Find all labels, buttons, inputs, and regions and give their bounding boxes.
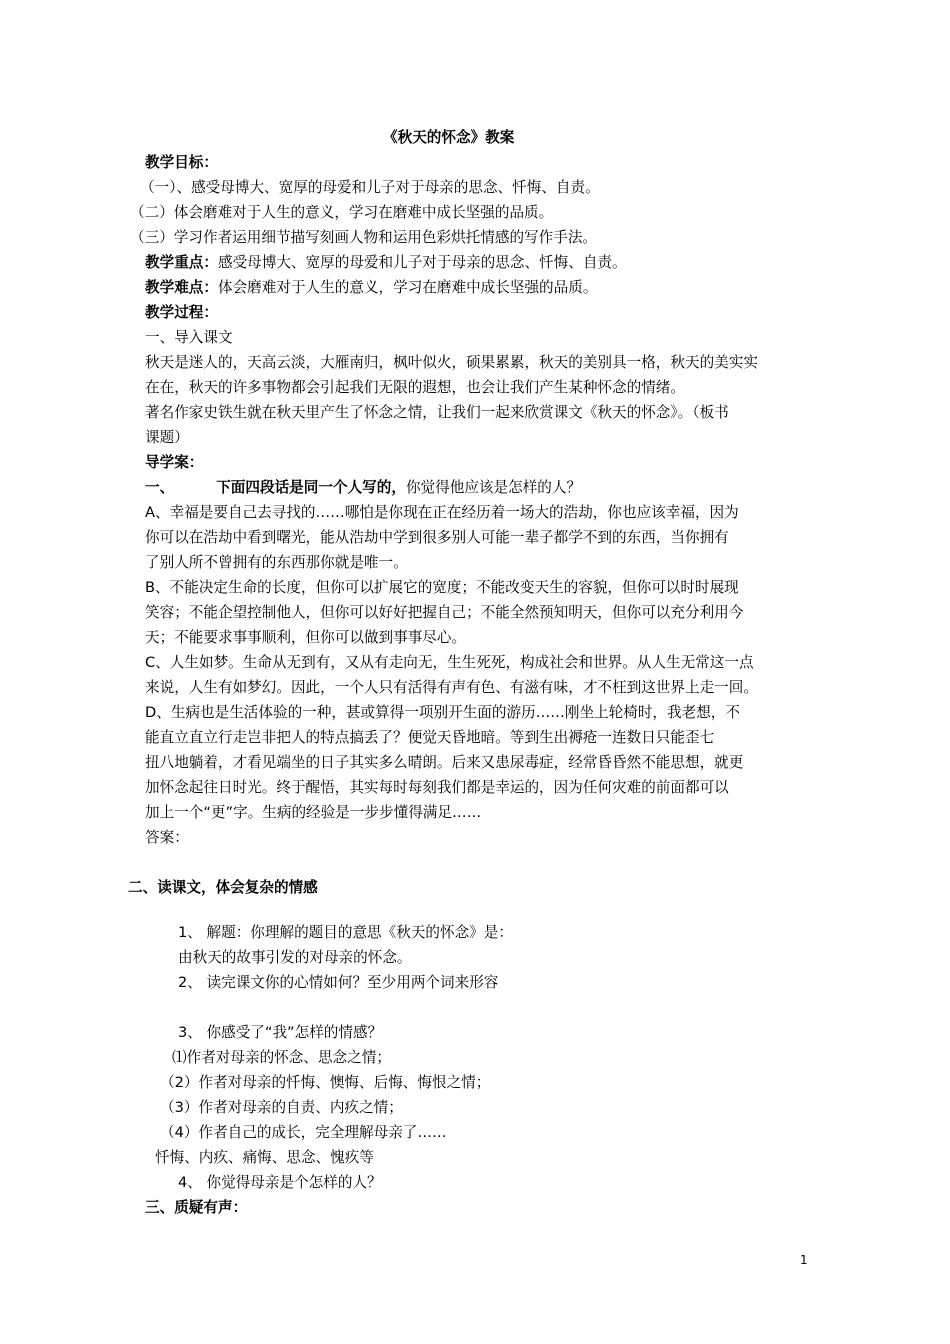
intro-paragraph-line: 著名作家史铁生就在秋天里产生了怀念之情，让我们一起来欣赏课文《秋天的怀念》。（板书 — [145, 404, 729, 421]
passage-a-line: 你可以在浩劫中看到曙光，能从浩劫中学到很多别人可能一辈子都学不到的东西，当你拥有 — [145, 529, 729, 546]
passage-d-line: 加上一个“更”字。生病的经验是一步步懂得满足…… — [145, 804, 482, 821]
goal-item: （三）学习作者运用细节描写刻画人物和运用色彩烘托情感的写作手法。 — [130, 229, 598, 246]
guide-label: 导学案： — [145, 454, 204, 471]
emotion-summary: 忏悔、内疚、痛悔、思念、愧疚等 — [155, 1149, 374, 1166]
passage-b-line: B、不能决定生命的长度，但你可以扩展它的宽度；不能改变天生的容貌，但你可以时时展现 — [145, 579, 739, 596]
passage-c-line: C、人生如梦。生命从无到有，又从有走向无，生生死死，构成社会和世界。从人生无常这一点 — [145, 654, 754, 671]
section-2-question: 2、 读完课文你的心情如何？至少用两个词来形容 — [178, 974, 499, 991]
intro-paragraph-line: 在在，秋天的许多事物都会引起我们无限的遐想，也会让我们产生某种怀念的情绪。 — [145, 379, 685, 396]
passage-b-line: 笑容；不能企望控制他人，但你可以好好把握自己；不能全然预知明天，但你可以充分利用今 — [145, 604, 744, 621]
passage-d-line: 能直立直立行走岂非把人的特点搞丢了？便觉天昏地暗。等到生出褥疮一连数日只能歪七 — [145, 729, 715, 746]
key-point-label: 教学重点： — [145, 254, 218, 271]
difficulty — [145, 278, 597, 298]
difficulty-label: 教学难点： — [145, 279, 218, 296]
section-2-question: 1、 解题：你理解的题目的意思《秋天的怀念》是： — [178, 924, 513, 941]
question-number: 一、 — [145, 479, 175, 496]
page-number: 1 — [800, 1253, 808, 1267]
goal-item: （二）体会磨难对于人生的意义，学习在磨难中成长坚强的品质。 — [130, 204, 554, 221]
section-2-question: 3、 你感受了“我”怎样的情感？ — [178, 1024, 383, 1041]
question-bold-text: 下面四段话是同一个人写的， — [216, 479, 406, 496]
key-point-text: 感受母博大、宽厚的母爱和儿子对于母亲的思念、忏悔、自责。 — [217, 254, 627, 271]
emotion-item: ⑴作者对母亲的怀念、思念之情； — [172, 1049, 391, 1066]
section-2-answer: 由秋天的故事引发的对母亲的怀念。 — [178, 949, 412, 966]
question-text: 你觉得他应该是怎样的人？ — [405, 479, 582, 496]
answer-label: 答案： — [145, 829, 189, 846]
difficulty-text: 体会磨难对于人生的意义，学习在磨难中成长坚强的品质。 — [217, 279, 598, 296]
passage-d-line: D、生病也是生活体验的一种，甚或算得一项别开生面的游历……刚坐上轮椅时，我老想，不 — [145, 704, 740, 721]
emotion-item: （2）作者对母亲的忏悔、懊悔、后悔、悔恨之情； — [160, 1074, 491, 1091]
intro-paragraph-line: 秋天是迷人的，天高云淡，大雁南归，枫叶似火，硕果累累，秋天的美别具一格，秋天的美实实 — [145, 354, 758, 371]
passage-d-line: 加怀念起往日时光。终于醒悟，其实每时每刻我们都是幸运的，因为任何灾难的前面都可以 — [145, 779, 729, 796]
section-3-heading: 三、质疑有声： — [145, 1199, 248, 1216]
goals-label: 教学目标： — [145, 154, 218, 171]
key-point — [145, 253, 627, 273]
section-2-heading: 二、读课文，体会复杂的情感 — [128, 879, 318, 896]
emotion-item: （4）作者自己的成长，完全理解母亲了…… — [160, 1124, 447, 1141]
section-2-question: 4、 你觉得母亲是个怎样的人？ — [178, 1174, 382, 1191]
passage-b-line: 天；不能要求事事顺利，但你可以做到事事尽心。 — [145, 629, 467, 646]
intro-heading: 一、导入课文 — [145, 329, 233, 346]
emotion-item: （3）作者对母亲的自责、内疚之情； — [160, 1099, 403, 1116]
guide-question-1 — [145, 478, 581, 498]
page-title: 《秋天的怀念》教案 — [383, 129, 515, 146]
passage-a-line: A、幸福是要自己去寻找的……哪怕是你现在正在经历着一场大的浩劫，你也应该幸福，因为 — [145, 504, 739, 521]
process-label: 教学过程： — [145, 304, 218, 321]
passage-c-line: 来说，人生有如梦幻。因此，一个人只有活得有声有色、有滋有味，才不枉到这世界上走一回。 — [145, 679, 758, 696]
goal-item: （一）、感受母博大、宽厚的母爱和儿子对于母亲的思念、忏悔、自责。 — [140, 179, 600, 196]
intro-paragraph-line: 课题） — [145, 429, 189, 446]
passage-d-line: 扭八地躺着，才看见端坐的日子其实多么晴朗。后来又患尿毒症，经常昏昏然不能思想，就更 — [145, 754, 744, 771]
passage-a-line: 了别人所不曾拥有的东西那你就是唯一。 — [145, 554, 408, 571]
